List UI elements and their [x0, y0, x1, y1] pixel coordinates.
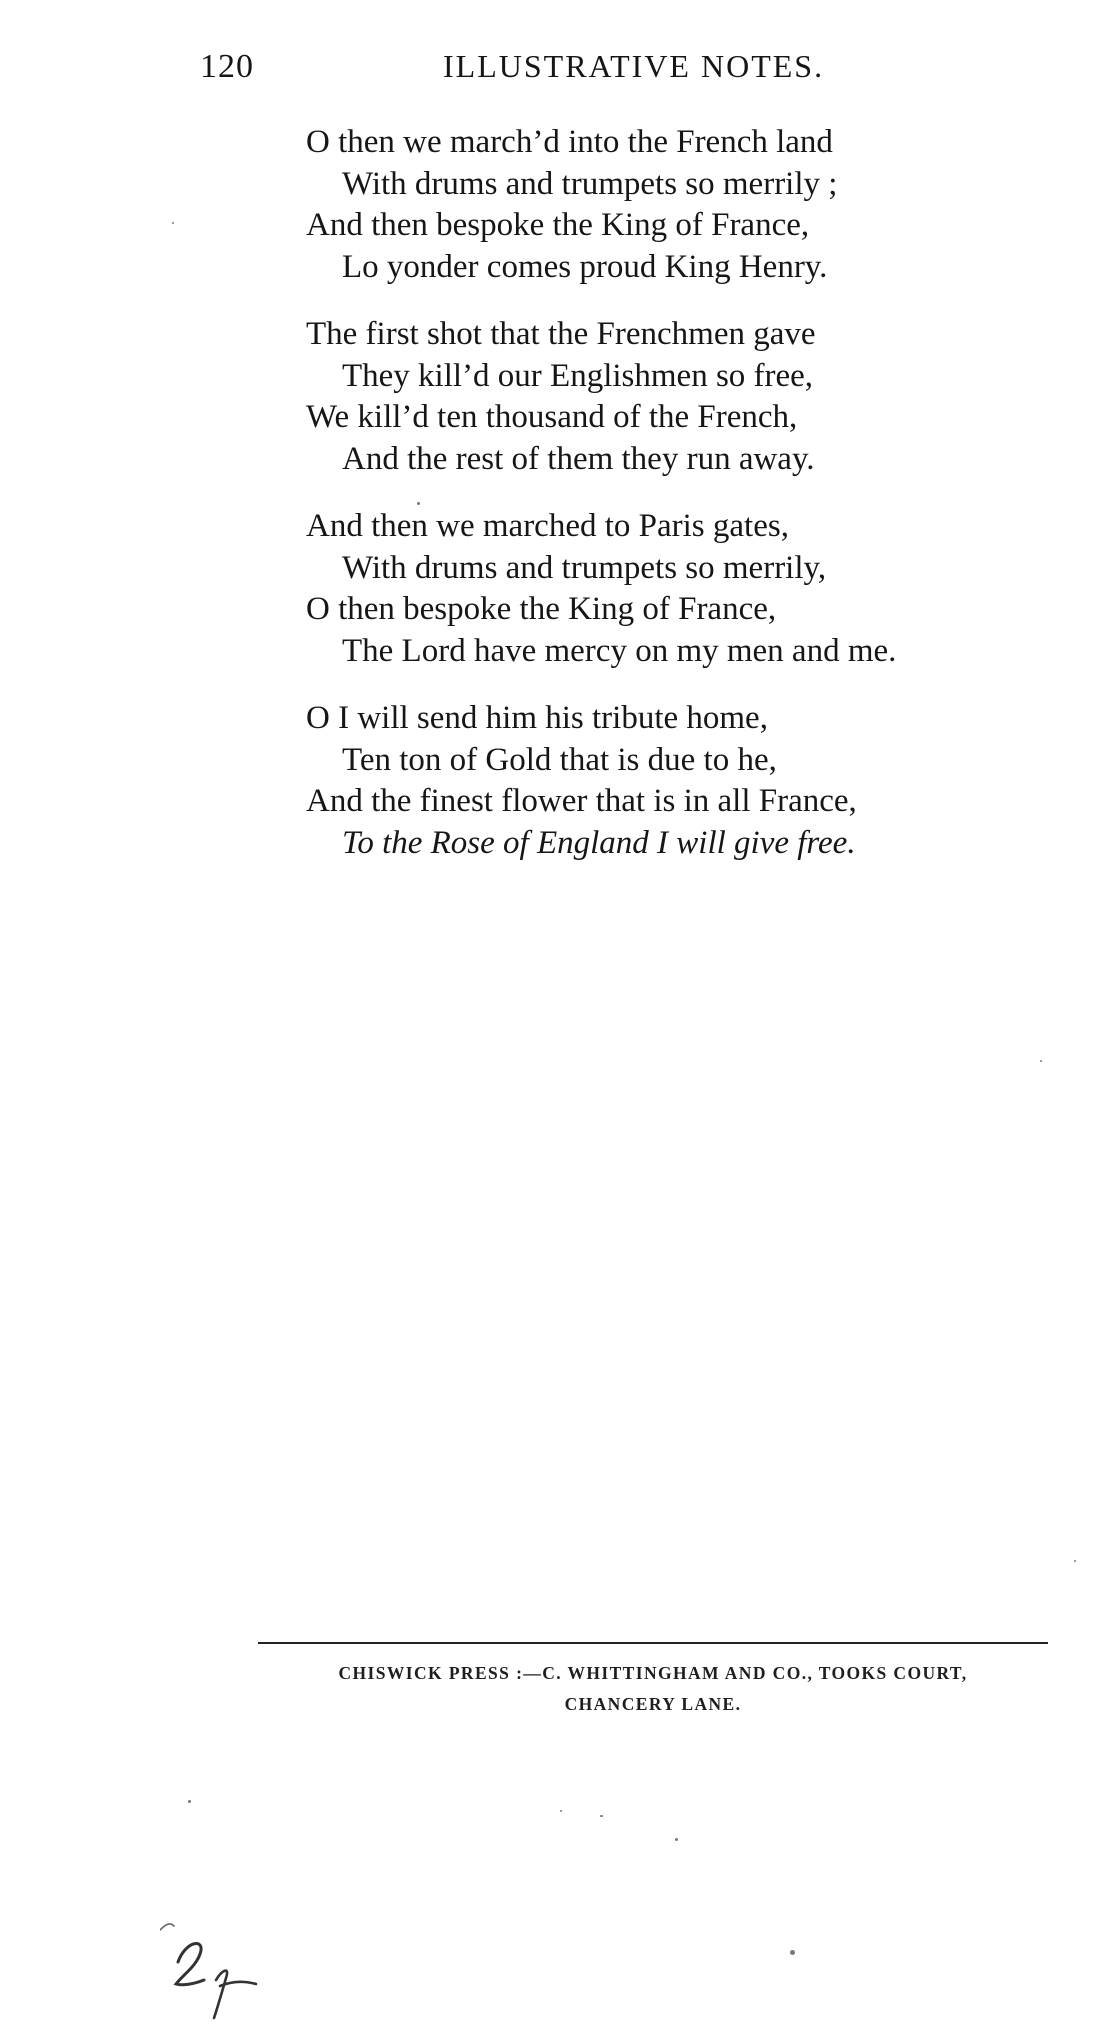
poem-line: They kill’d our Englishmen so free,: [342, 357, 814, 394]
stanza-1: [306, 122, 1066, 288]
poem-line: We kill’d ten thousand of the French,: [306, 399, 798, 435]
imprint-rule: [258, 1642, 1048, 1644]
paper-speck: [172, 222, 174, 224]
paper-speck: [188, 1800, 191, 1803]
page-number: 120: [200, 48, 254, 85]
stanza-2: [306, 314, 1066, 480]
stanza-3: [306, 506, 1066, 672]
paper-speck: [417, 502, 420, 505]
paper-speck: [790, 1950, 795, 1955]
poem-line: And then we marched to Paris gates,: [306, 508, 789, 544]
printer-imprint: [258, 1658, 1048, 1720]
poem-line: O I will send him his tribute home,: [306, 700, 768, 736]
poem-line: The first shot that the Frenchmen gave: [306, 316, 816, 352]
poem-line: With drums and trumpets so merrily ;: [342, 165, 838, 202]
poem-line: Lo yonder comes proud King Henry.: [342, 248, 828, 285]
handwritten-mark: [160, 1910, 280, 2020]
paper-speck: [1040, 1060, 1042, 1062]
paper-speck: [600, 1815, 603, 1817]
imprint-line-2: CHANCERY LANE.: [564, 1694, 742, 1714]
stanza-4: [306, 698, 1066, 864]
paper-speck: [560, 1810, 562, 1812]
running-title: ILLUSTRATIVE NOTES.: [443, 48, 825, 84]
paper-speck: [1074, 1560, 1076, 1562]
poem-line: O then bespoke the King of France,: [306, 591, 777, 627]
paper-speck: [675, 1838, 678, 1841]
poem-line: Ten ton of Gold that is due to he,: [342, 741, 777, 778]
poem-line: And then bespoke the King of France,: [306, 207, 810, 243]
poem-line: With drums and trumpets so merrily,: [342, 549, 827, 586]
poem: [306, 122, 1066, 890]
poem-line: And the rest of them they run away.: [342, 440, 815, 477]
poem-line: O then we march’d into the French land: [306, 124, 833, 160]
running-head: [0, 48, 1104, 98]
imprint-line-1: CHISWICK PRESS :—C. WHITTINGHAM AND CO., TOOKS COURT,: [338, 1663, 968, 1683]
poem-line: The Lord have mercy on my men and me.: [342, 632, 897, 669]
poem-line: And the finest flower that is in all France,: [306, 783, 857, 819]
poem-line: To the Rose of England I will give free.: [342, 824, 856, 861]
